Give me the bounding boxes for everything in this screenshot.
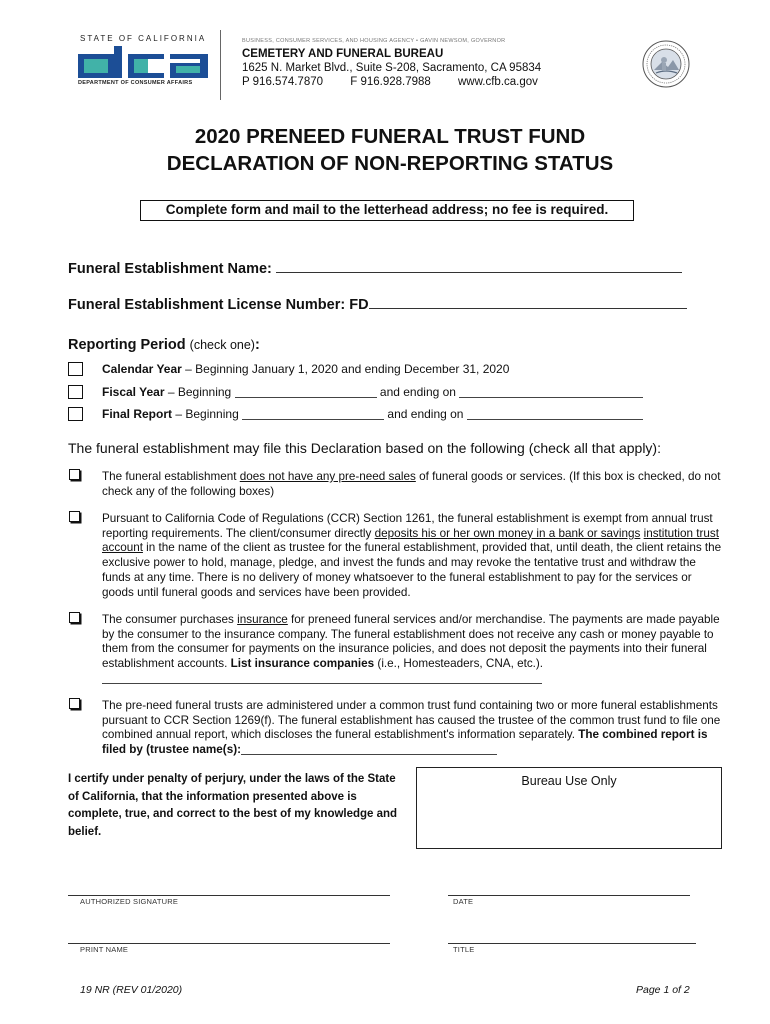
common-trust-fund-checkbox[interactable] — [69, 698, 80, 709]
logo-department-text: DEPARTMENT OF CONSUMER AFFAIRS — [78, 80, 193, 86]
fiscal-year-checkbox[interactable] — [68, 385, 83, 399]
form-number: 19 NR (REV 01/2020) — [80, 984, 183, 996]
license-number-label: Funeral Establishment License Number: FD — [68, 297, 369, 313]
fiscal-year-begin-input[interactable] — [235, 386, 377, 398]
calendar-year-checkbox[interactable] — [68, 362, 83, 376]
ccr-1261-exempt-checkbox[interactable] — [69, 511, 80, 522]
reporting-period-colon: : — [254, 337, 260, 353]
final-report-label: Final Report — [102, 407, 173, 421]
print-name-label: PRINT NAME — [80, 945, 129, 954]
insurance-checkbox[interactable] — [69, 612, 80, 623]
insurance-text: The consumer purchases insurance for preneed funeral services and/or merchandise. The payments are made payable by the consumer to the insurance company. The funeral establishment does not receive any cash or money payable to them from the consumer for payments on the insurance policies, and does not deposit the payments into their funeral establishment accounts. List insurance companies (i.e., Homesteaders, CNA, etc.). — [102, 613, 722, 687]
fiscal-year-option — [102, 385, 643, 399]
title-line[interactable] — [448, 943, 696, 944]
final-report-end-input[interactable] — [467, 408, 643, 420]
calendar-year-label: Calendar Year — [102, 362, 182, 376]
fiscal-year-begin-text: – Beginning — [164, 385, 235, 399]
calendar-year-option — [102, 362, 509, 376]
logo-state-text: STATE OF CALIFORNIA — [80, 34, 207, 43]
establishment-name-field — [68, 258, 682, 277]
form-title-line2: DECLARATION OF NON-REPORTING STATUS — [166, 152, 614, 175]
page-number: Page 1 of 2 — [636, 984, 690, 996]
final-report-end-text: and ending on — [384, 407, 467, 421]
calendar-year-text: – Beginning January 1, 2020 and ending December 31, 2020 — [181, 362, 510, 376]
certification-statement: I certify under penalty of perjury, under the laws of the State of California, that the information presented above is complete, true, and correct to the best of my knowledge and belief. — [68, 773, 398, 838]
establishment-name-input[interactable] — [276, 258, 682, 273]
form-title — [0, 123, 770, 177]
no-preneed-sales-checkbox[interactable] — [69, 469, 80, 480]
header-divider — [220, 30, 221, 100]
dca-logo — [68, 30, 218, 94]
final-report-option — [102, 407, 643, 421]
form-title-line1: 2020 PRENEED FUNERAL TRUST FUND — [194, 125, 586, 148]
establishment-name-label: Funeral Establishment Name: — [68, 261, 272, 277]
date-line[interactable] — [448, 895, 690, 896]
bureau-phone: P 916.574.7870 — [242, 76, 324, 88]
license-number-input[interactable] — [369, 294, 687, 309]
trustee-names-input[interactable] — [241, 743, 497, 755]
fiscal-year-end-text: and ending on — [376, 385, 460, 399]
final-report-begin-text: – Beginning — [172, 407, 243, 421]
reporting-period-note: (check one) — [189, 338, 255, 352]
bureau-use-box — [416, 767, 722, 849]
license-number-field — [68, 294, 687, 313]
california-state-seal-icon — [642, 40, 690, 88]
authorized-signature-label: AUTHORIZED SIGNATURE — [80, 897, 179, 906]
no-preneed-sales-text: The funeral establishment does not have any pre-need sales of funeral goods or services. (If this box is checked, do not check any of the following boxes) — [102, 470, 721, 498]
fiscal-year-end-input[interactable] — [459, 386, 643, 398]
authorized-signature-line[interactable] — [68, 895, 390, 896]
instruction-box: Complete form and mail to the letterhead address; no fee is required. — [140, 200, 634, 221]
bureau-address: 1625 N. Market Blvd., Suite S-208, Sacramento, CA 95834 — [242, 62, 542, 74]
bureau-name: CEMETERY AND FUNERAL BUREAU — [242, 48, 444, 60]
reporting-period-title: Reporting Period — [68, 337, 186, 353]
final-report-begin-input[interactable] — [242, 408, 384, 420]
print-name-line[interactable] — [68, 943, 390, 944]
date-label: DATE — [453, 897, 474, 906]
agency-line: BUSINESS, CONSUMER SERVICES, AND HOUSING AGENCY • GAVIN NEWSOM, GOVERNOR — [242, 38, 506, 44]
basis-intro: The funeral establishment may file this Declaration based on the following (check all that apply): — [68, 440, 661, 456]
bureau-website[interactable]: www.cfb.ca.gov — [458, 76, 538, 88]
bureau-fax: F 916.928.7988 — [350, 76, 431, 88]
ccr-1261-exempt-text: Pursuant to California Code of Regulations (CCR) Section 1261, the funeral establishment is exempt from annual trust reporting requirements. The client/consumer directly deposits his or her own money in a bank or savings institution trust account in the name of the client as trustee for the funeral establishment, provided that, until death, the client retains the exclusive power to hold, manage, pledge, and invest the funds and may revoke the tentative trust and withdraw the funds at any time. There is no delivery of money whatsoever to the funeral establishment to pay for the services or goods until funeral goods and services have been provided. — [102, 512, 722, 599]
title-label: TITLE — [453, 945, 475, 954]
bureau-contact — [242, 76, 562, 88]
dca-logo-mark-icon — [78, 46, 208, 78]
insurance-companies-input[interactable] — [102, 672, 542, 684]
final-report-checkbox[interactable] — [68, 407, 83, 421]
common-trust-fund-text: The pre-need funeral trusts are administered under a common trust fund containing two or more funeral establishments pursuant to CCR Section 1269(f). The funeral establishment has caused the trustee of the common trust fund to file one combined annual report, which discloses the funeral establishment's information separately. The combined report is filed by (trustee name(s): — [102, 699, 721, 757]
fiscal-year-label: Fiscal Year — [102, 385, 165, 399]
reporting-period-heading — [68, 337, 260, 353]
bureau-use-label: Bureau Use Only — [521, 774, 617, 788]
